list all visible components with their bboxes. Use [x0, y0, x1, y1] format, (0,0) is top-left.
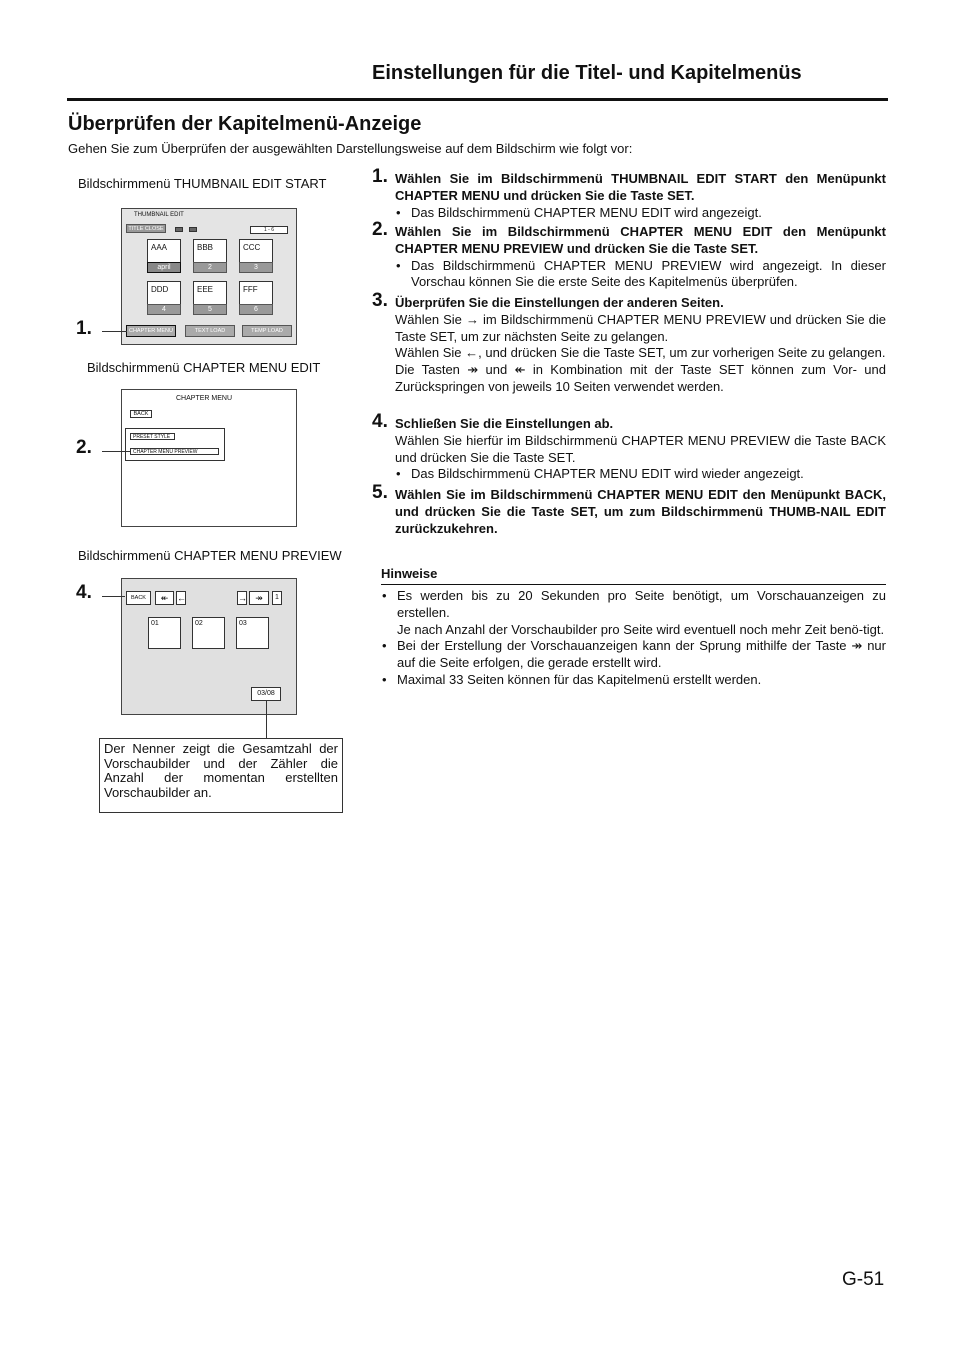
next-page-button[interactable]: →	[238, 593, 247, 603]
step-number: 1.	[372, 166, 388, 187]
thumbnail-number: 3	[239, 262, 273, 273]
preview-thumbnail: 01	[148, 617, 181, 649]
figure-caption-chapter-menu-preview: Bildschirmmenü CHAPTER MENU PREVIEW	[78, 548, 342, 563]
skip-forward-10-button[interactable]: ↠	[249, 591, 269, 605]
thumbnail-aaa[interactable]: AAA	[147, 239, 181, 263]
skip-forward-icon: ↠	[467, 362, 479, 378]
step-title: Wählen Sie im Bildschirmmenü THUMBNAIL EDIT START den Menüpunkt CHAPTER MENU und drücken Sie die Taste SET.	[395, 171, 886, 203]
chapter-menu-button[interactable]: CHAPTER MENU	[126, 325, 176, 337]
step-2	[395, 224, 886, 291]
step-1	[395, 171, 886, 221]
step-title: Wählen Sie im Bildschirmmenü CHAPTER MENU EDIT den Menüpunkt CHAPTER MENU PREVIEW und drücken Sie die Taste SET.	[395, 224, 886, 256]
section-title: Überprüfen der Kapitelmenü-Anzeige	[68, 113, 422, 135]
back-button[interactable]: BACK	[130, 410, 152, 418]
step-4	[395, 416, 886, 483]
figure-caption-thumbnail-edit: Bildschirmmenü THUMBNAIL EDIT START	[78, 176, 327, 191]
thumbnail-number: 2	[193, 262, 227, 273]
thumbnail-edit-screen	[121, 208, 297, 345]
step-text: Wählen Sie hierfür im Bildschirmmenü CHAPTER MENU PREVIEW die Taste BACK und drücken Sie die Taste SET.	[395, 432, 886, 465]
page-indicator: 1 - 6	[250, 226, 288, 234]
previous-arrow-icon: ←	[465, 345, 479, 361]
step-bullet: • Das Bildschirmmenü CHAPTER MENU EDIT wird wieder angezeigt.	[395, 466, 886, 483]
callout-connector	[266, 701, 267, 738]
thumbnail-number: 4	[147, 304, 181, 315]
chapter-menu-preview-item[interactable]: CHAPTER MENU PREVIEW	[130, 448, 219, 455]
step-text: Wählen Sie → im Bildschirmmenü CHAPTER MENU PREVIEW und drücken Sie die Taste SET, um zur nächsten Seite zu gelangen.	[395, 311, 886, 344]
step-number: 2.	[372, 219, 388, 240]
thumbnail-ddd[interactable]: DDD	[147, 281, 181, 305]
figure-caption-chapter-menu-edit: Bildschirmmenü CHAPTER MENU EDIT	[87, 360, 321, 375]
notes-list	[381, 588, 886, 689]
skip-back-10-button[interactable]: ↞	[155, 591, 174, 605]
step-marker-4: 4.	[76, 582, 92, 603]
title-close-button[interactable]: TITLE CLOSE	[126, 224, 166, 233]
step-number: 3.	[372, 290, 388, 311]
next-arrow-icon: →	[465, 311, 479, 327]
preview-thumbnail: 02	[192, 617, 225, 649]
thumbnail-number: 6	[239, 304, 273, 315]
step-number: 5.	[372, 482, 388, 503]
step-5	[395, 487, 886, 537]
text-load-button[interactable]: TEXT LOAD	[185, 325, 235, 337]
note-item: • Es werden bis zu 20 Sekunden pro Seite benötigt, um Vorschauanzeigen zu erstellen. Je nach Anzahl der Vorschaubilder pro Seite wird eventuell noch mehr Zeit benö-tigt.	[381, 588, 886, 638]
callout-line	[102, 596, 125, 597]
step-title: Wählen Sie im Bildschirmmenü CHAPTER MENU EDIT den Menüpunkt BACK, und drücken Sie die Taste SET, um zum Bildschirmmenü THUMB-NAIL EDIT zurückzukehren.	[395, 487, 886, 536]
notes-heading: Hinweise	[381, 566, 438, 581]
step-text: Die Tasten ↠ und ↞ in Kombination mit der Taste SET können zum Vor- und Zurückspringen von jeweils 10 Seiten verwendet werden.	[395, 362, 886, 394]
preview-counter: 03/08	[251, 687, 281, 701]
intro-text: Gehen Sie zum Überprüfen der ausgewählten Darstellungsweise auf dem Bildschirm wie folgt vor:	[68, 141, 633, 156]
step-marker-1: 1.	[76, 318, 92, 339]
screen-title: CHAPTER MENU	[176, 395, 233, 402]
callout-box: Der Nenner zeigt die Gesamtzahl der Vorschaubilder und der Zähler die Anzahl der momentan erstellten Vorschaubilder an.	[99, 738, 343, 813]
step-title: Schließen Sie die Einstellungen ab.	[395, 416, 614, 431]
step-number: 4.	[372, 411, 388, 432]
skip-forward-icon: ↠	[851, 638, 863, 654]
step-title: Überprüfen Sie die Einstellungen der anderen Seiten.	[395, 295, 724, 310]
callout-line	[102, 451, 130, 452]
note-item: • Maximal 33 Seiten können für das Kapitelmenü erstellt werden.	[381, 672, 886, 689]
chapter-menu-edit-screen	[121, 389, 297, 527]
callout-line	[102, 331, 127, 332]
preset-style-item[interactable]: PRESET STYLE	[130, 433, 175, 440]
thumbnail-number: 5	[193, 304, 227, 315]
page-number: G-51	[842, 1269, 885, 1290]
step-text: Wählen Sie ←, und drücken Sie die Taste SET, um zur vorherigen Seite zu gelangen.	[395, 345, 886, 361]
step-bullet: • Das Bildschirmmenü CHAPTER MENU EDIT wird angezeigt.	[395, 205, 886, 222]
heading-rule	[67, 98, 888, 101]
note-item: • Bei der Erstellung der Vorschauanzeigen kann der Sprung mithilfe der Taste ↠ nur auf die Seite erfolgen, die gerade erstellt wird.	[381, 638, 886, 672]
thumbnail-eee[interactable]: EEE	[193, 281, 227, 305]
temp-load-button[interactable]: TEMP LOAD	[242, 325, 292, 337]
step-marker-2: 2.	[76, 437, 92, 458]
step-bullet: • Das Bildschirmmenü CHAPTER MENU PREVIEW wird angezeigt. In dieser Vorschau können Sie die erste Seite des Kapitelmenüs überprüfen.	[395, 258, 886, 292]
step-3	[395, 295, 886, 396]
skip-back-icon: ↞	[514, 362, 526, 378]
notes-rule	[381, 584, 886, 585]
chapter-heading: Einstellungen für die Titel- und Kapitelmenüs	[372, 62, 802, 84]
back-button[interactable]: BACK	[126, 591, 151, 605]
chapter-menu-preview-screen	[121, 578, 297, 715]
thumbnail-ccc[interactable]: CCC	[239, 239, 273, 263]
small-icon	[175, 227, 183, 232]
screen-title: THUMBNAIL EDIT	[134, 212, 184, 218]
page-number-field[interactable]: 1	[272, 591, 282, 605]
thumbnail-fff[interactable]: FFF	[239, 281, 273, 305]
previous-page-button[interactable]: ←	[177, 593, 186, 603]
thumbnail-title-april[interactable]: april	[147, 262, 181, 273]
thumbnail-bbb[interactable]: BBB	[193, 239, 227, 263]
preview-thumbnail: 03	[236, 617, 269, 649]
small-icon	[189, 227, 197, 232]
